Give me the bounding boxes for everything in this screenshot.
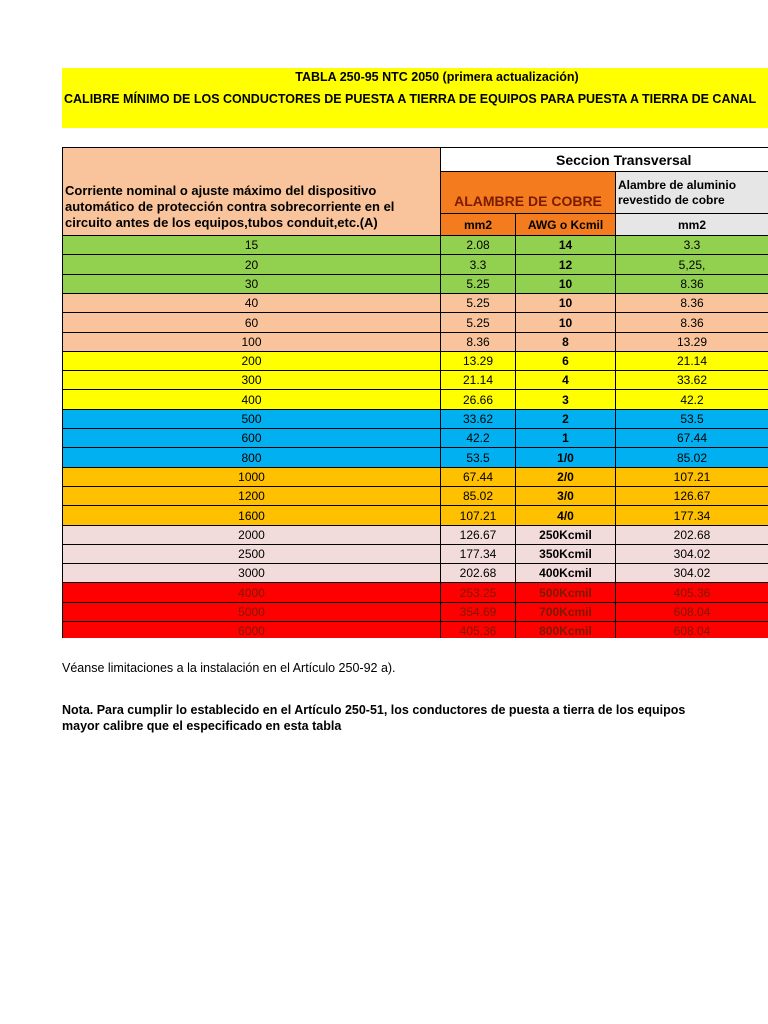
copper-mm2-cell: 5.25 <box>440 274 516 294</box>
aluminum-mm2-cell: 304.02 <box>615 544 768 564</box>
awg-cell: 8 <box>515 332 616 352</box>
awg-cell: 14 <box>515 235 616 255</box>
current-cell: 500 <box>62 409 441 429</box>
awg-cell: 700Kcmil <box>515 602 616 622</box>
current-cell: 2000 <box>62 525 441 545</box>
copper-mm2-cell: 8.36 <box>440 332 516 352</box>
copper-mm2-cell: 53.5 <box>440 447 516 468</box>
copper-mm2-cell: 26.66 <box>440 389 516 410</box>
awg-cell: 3 <box>515 389 616 410</box>
current-cell: 40 <box>62 293 441 313</box>
awg-cell: 250Kcmil <box>515 525 616 545</box>
current-cell: 600 <box>62 428 441 448</box>
aluminum-mm2-cell: 8.36 <box>615 312 768 333</box>
aluminum-mm2-cell: 202.68 <box>615 525 768 545</box>
current-cell: 5000 <box>62 602 441 622</box>
awg-cell: 500Kcmil <box>515 582 616 603</box>
awg-cell: 3/0 <box>515 486 616 506</box>
copper-mm2-cell: 13.29 <box>440 351 516 371</box>
current-cell: 400 <box>62 389 441 410</box>
current-cell: 60 <box>62 312 441 333</box>
awg-kcmil-header: AWG o Kcmil <box>515 213 616 236</box>
aluminum-mm2-cell: 107.21 <box>615 467 768 487</box>
copper-mm2-cell: 2.08 <box>440 235 516 255</box>
copper-mm2-cell: 33.62 <box>440 409 516 429</box>
awg-cell: 800Kcmil <box>515 621 616 638</box>
current-cell: 1200 <box>62 486 441 506</box>
limitations-note: Véanse limitaciones a la instalación en el Artículo 250-92 a). <box>62 661 396 675</box>
awg-cell: 2/0 <box>515 467 616 487</box>
aluminum-mm2-cell: 608.04 <box>615 602 768 622</box>
aluminum-mm2-cell: 33.62 <box>615 370 768 390</box>
current-cell: 15 <box>62 235 441 255</box>
awg-cell: 4 <box>515 370 616 390</box>
aluminum-mm2-cell: 126.67 <box>615 486 768 506</box>
aluminum-mm2-cell: 8.36 <box>615 293 768 313</box>
aluminum-mm2-cell: 13.29 <box>615 332 768 352</box>
current-cell: 20 <box>62 254 441 275</box>
nota-text <box>62 702 768 734</box>
aluminum-wire-header: Alambre de aluminio revestido de cobre <box>615 171 768 214</box>
conductor-table <box>62 147 768 638</box>
awg-cell: 12 <box>515 254 616 275</box>
title-band <box>62 68 768 128</box>
awg-cell: 6 <box>515 351 616 371</box>
aluminum-mm2-cell: 405.36 <box>615 582 768 603</box>
copper-mm2-cell: 21.14 <box>440 370 516 390</box>
current-cell: 1000 <box>62 467 441 487</box>
copper-mm2-cell: 126.67 <box>440 525 516 545</box>
aluminum-mm2-cell: 8.36 <box>615 274 768 294</box>
nota-line-2: mayor calibre que el especificado en esta tabla <box>62 719 342 733</box>
copper-mm2-cell: 177.34 <box>440 544 516 564</box>
copper-mm2-cell: 3.3 <box>440 254 516 275</box>
aluminum-mm2-cell: 21.14 <box>615 351 768 371</box>
awg-cell: 10 <box>515 293 616 313</box>
current-cell: 1600 <box>62 505 441 526</box>
copper-mm2-cell: 85.02 <box>440 486 516 506</box>
current-cell: 30 <box>62 274 441 294</box>
awg-cell: 2 <box>515 409 616 429</box>
copper-mm2-cell: 5.25 <box>440 293 516 313</box>
awg-cell: 400Kcmil <box>515 563 616 583</box>
current-cell: 4000 <box>62 582 441 603</box>
copper-mm2-cell: 5.25 <box>440 312 516 333</box>
aluminum-mm2-cell: 53.5 <box>615 409 768 429</box>
aluminum-mm2-cell: 67.44 <box>615 428 768 448</box>
copper-mm2-cell: 202.68 <box>440 563 516 583</box>
table-subtitle: CALIBRE MÍNIMO DE LOS CONDUCTORES DE PUESTA A TIERRA DE EQUIPOS PARA PUESTA A TIERRA DE CANAL <box>64 92 757 106</box>
nota-line-1: Nota. Para cumplir lo establecido en el Artículo 250-51, los conductores de puesta a tierra de los equipos <box>62 703 686 717</box>
aluminum-mm2-cell: 304.02 <box>615 563 768 583</box>
awg-cell: 1/0 <box>515 447 616 468</box>
copper-mm2-cell: 42.2 <box>440 428 516 448</box>
copper-wire-header: ALAMBRE DE COBRE <box>440 171 616 214</box>
aluminum-mm2-cell: 5,25, <box>615 254 768 275</box>
copper-mm2-cell: 67.44 <box>440 467 516 487</box>
awg-cell: 4/0 <box>515 505 616 526</box>
aluminum-mm2-header: mm2 <box>615 213 768 236</box>
seccion-transversal-header: Seccion Transversal <box>440 147 768 172</box>
aluminum-mm2-cell: 608.04 <box>615 621 768 638</box>
current-column-header: Corriente nominal o ajuste máximo del dispositivo automático de protección contra sobrecorriente en el circuito antes de los equipos,tubos conduit,etc.(A) <box>62 147 441 236</box>
current-cell: 800 <box>62 447 441 468</box>
copper-mm2-cell: 253.25 <box>440 582 516 603</box>
current-cell: 200 <box>62 351 441 371</box>
current-cell: 300 <box>62 370 441 390</box>
table-title: TABLA 250-95 NTC 2050 (primera actualización) <box>295 70 579 84</box>
copper-mm2-cell: 354.69 <box>440 602 516 622</box>
awg-cell: 10 <box>515 274 616 294</box>
copper-mm2-cell: 405.36 <box>440 621 516 638</box>
awg-cell: 10 <box>515 312 616 333</box>
awg-cell: 1 <box>515 428 616 448</box>
aluminum-mm2-cell: 85.02 <box>615 447 768 468</box>
awg-cell: 350Kcmil <box>515 544 616 564</box>
aluminum-mm2-cell: 3.3 <box>615 235 768 255</box>
current-cell: 3000 <box>62 563 441 583</box>
copper-mm2-header: mm2 <box>440 213 516 236</box>
aluminum-mm2-cell: 177.34 <box>615 505 768 526</box>
current-cell: 2500 <box>62 544 441 564</box>
copper-mm2-cell: 107.21 <box>440 505 516 526</box>
current-cell: 6000 <box>62 621 441 638</box>
current-cell: 100 <box>62 332 441 352</box>
aluminum-mm2-cell: 42.2 <box>615 389 768 410</box>
